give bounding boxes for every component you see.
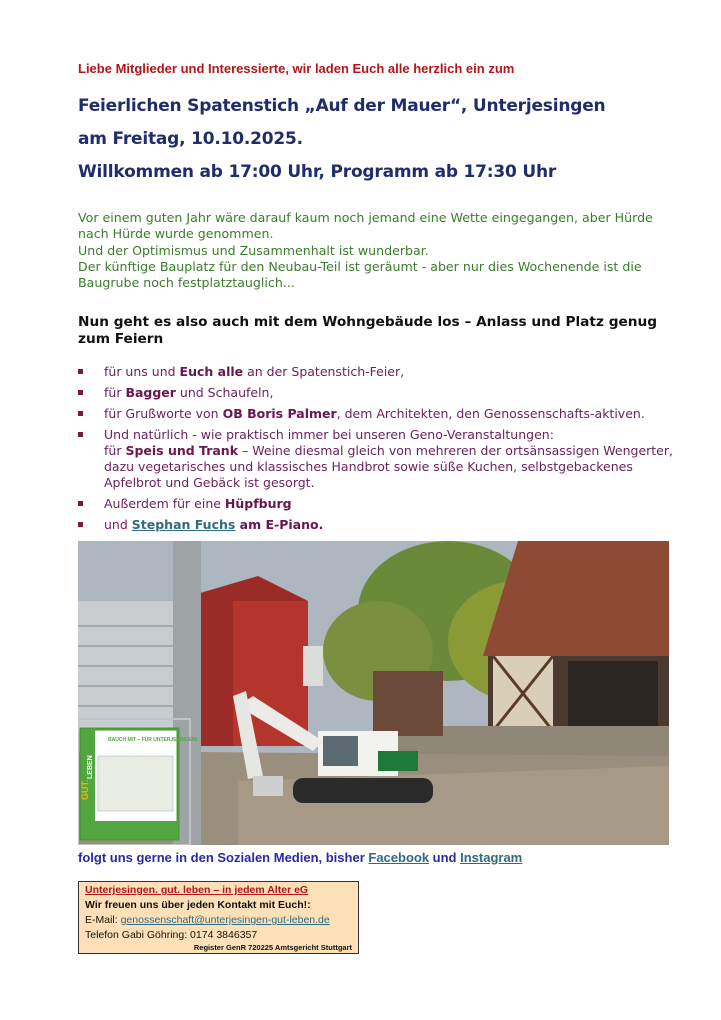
social-text: und — [429, 850, 461, 865]
banner-top-text: BAUCH MIT – FÜR UNTERJESINGEN! — [108, 737, 198, 743]
event-times: Willkommen ab 17:00 Uhr, Programm ab 17:30 Uhr — [78, 162, 557, 182]
email-label: E-Mail: — [85, 914, 121, 926]
list-item — [78, 496, 688, 512]
list-text: Außerdem für eine — [104, 496, 225, 511]
window — [303, 646, 323, 686]
contact-box — [78, 881, 359, 954]
bullet-icon — [78, 432, 83, 437]
list-text: für Grußworte von — [104, 406, 223, 421]
banner-footer — [81, 821, 178, 839]
bullet-icon — [78, 390, 83, 395]
list-text: , dem Architekten, den Genossenschafts-aktiven. — [336, 406, 645, 421]
instagram-link[interactable]: Instagram — [460, 850, 523, 865]
list-item — [78, 385, 688, 401]
list-text: für — [104, 443, 126, 458]
paragraph-line-2: Und der Optimismus und Zusammenhalt ist wunderbar. — [78, 242, 429, 258]
list-item — [78, 517, 688, 533]
list-highlight: Bagger — [125, 385, 176, 400]
list-text: für uns und — [104, 364, 180, 379]
contact-invite: Wir freuen uns über jeden Kontakt mit Euch!: — [85, 899, 311, 911]
facebook-link[interactable]: Facebook — [368, 850, 430, 865]
list-highlight: Hüpfburg — [224, 496, 292, 511]
list-text: an der Spatenstich-Feier, — [243, 364, 405, 379]
program-subheading: Nun geht es also auch mit dem Wohngebäude los – Anlass und Platz genug zum Feiern — [78, 314, 658, 347]
list-item — [78, 364, 688, 380]
construction-site-photo — [78, 541, 669, 845]
list-text: und — [104, 517, 132, 532]
list-text: – Weine diesmal gleich von mehreren der ortsänsassigen Wengerter, dazu vegetarisches und klassisches Handbrot sowie süße Kuchen, selbstgebackenes Apfelbrot und Gebäck ist gesorgt. — [104, 443, 673, 490]
list-text: und Schaufeln, — [175, 385, 274, 400]
list-highlight: OB Boris Palmer — [222, 406, 337, 421]
barn — [568, 661, 658, 731]
social-media-line — [78, 850, 522, 865]
stephan-fuchs-link[interactable]: Stephan Fuchs — [131, 517, 236, 532]
banner-logo-text-1: GUT. — [80, 779, 90, 800]
intro-paragraph — [78, 210, 678, 291]
list-highlight: Euch alle — [179, 364, 244, 379]
list-item — [78, 406, 688, 422]
event-date: am Freitag, 10.10.2025. — [78, 129, 303, 149]
phone-line: Telefon Gabi Göhring: 0174 3846357 — [85, 929, 258, 941]
paragraph-line-1: Vor einem guten Jahr wäre darauf kaum noch jemand eine Wette eingegangen, aber Hürde nach Hürde wurde genommen. — [78, 210, 653, 242]
program-list — [78, 364, 688, 538]
shed — [373, 671, 443, 736]
org-name: Unterjesingen. gut. leben – in jedem Alter eG — [85, 884, 309, 896]
list-text: Und natürlich - wie praktisch immer bei unseren Geno-Veranstaltungen: — [104, 427, 554, 442]
paragraph-line-3: Der künftige Bauplatz für den Neubau-Teil ist geräumt - aber nur dies Wochenende ist die Baugrube noch festplatztauglich... — [78, 258, 642, 291]
social-text: folgt uns gerne in den Sozialen Medien, bisher — [78, 850, 369, 865]
bullet-icon — [78, 411, 83, 416]
event-title: Feierlichen Spatenstich „Auf der Mauer“, Unterjesingen — [78, 96, 606, 116]
intro-line: Liebe Mitglieder und Interessierte, wir laden Euch alle herzlich ein zum — [78, 61, 515, 76]
photo-illustration — [78, 541, 669, 845]
banner-logo-text-2: LEBEN — [87, 755, 94, 779]
list-item — [78, 427, 688, 491]
list-text: für — [104, 385, 126, 400]
list-highlight: am E-Piano. — [235, 517, 324, 532]
banner-drawing — [98, 756, 173, 811]
email-link[interactable]: genossenschaft@unterjesingen-gut-leben.de — [120, 914, 330, 926]
bullet-icon — [78, 369, 83, 374]
register-line: Register GenR 720225 Amtsgericht Stuttgart — [193, 943, 352, 952]
bullet-icon — [78, 501, 83, 506]
list-highlight: Speis und Trank — [125, 443, 239, 458]
email-row — [85, 913, 352, 928]
bullet-icon — [78, 522, 83, 527]
